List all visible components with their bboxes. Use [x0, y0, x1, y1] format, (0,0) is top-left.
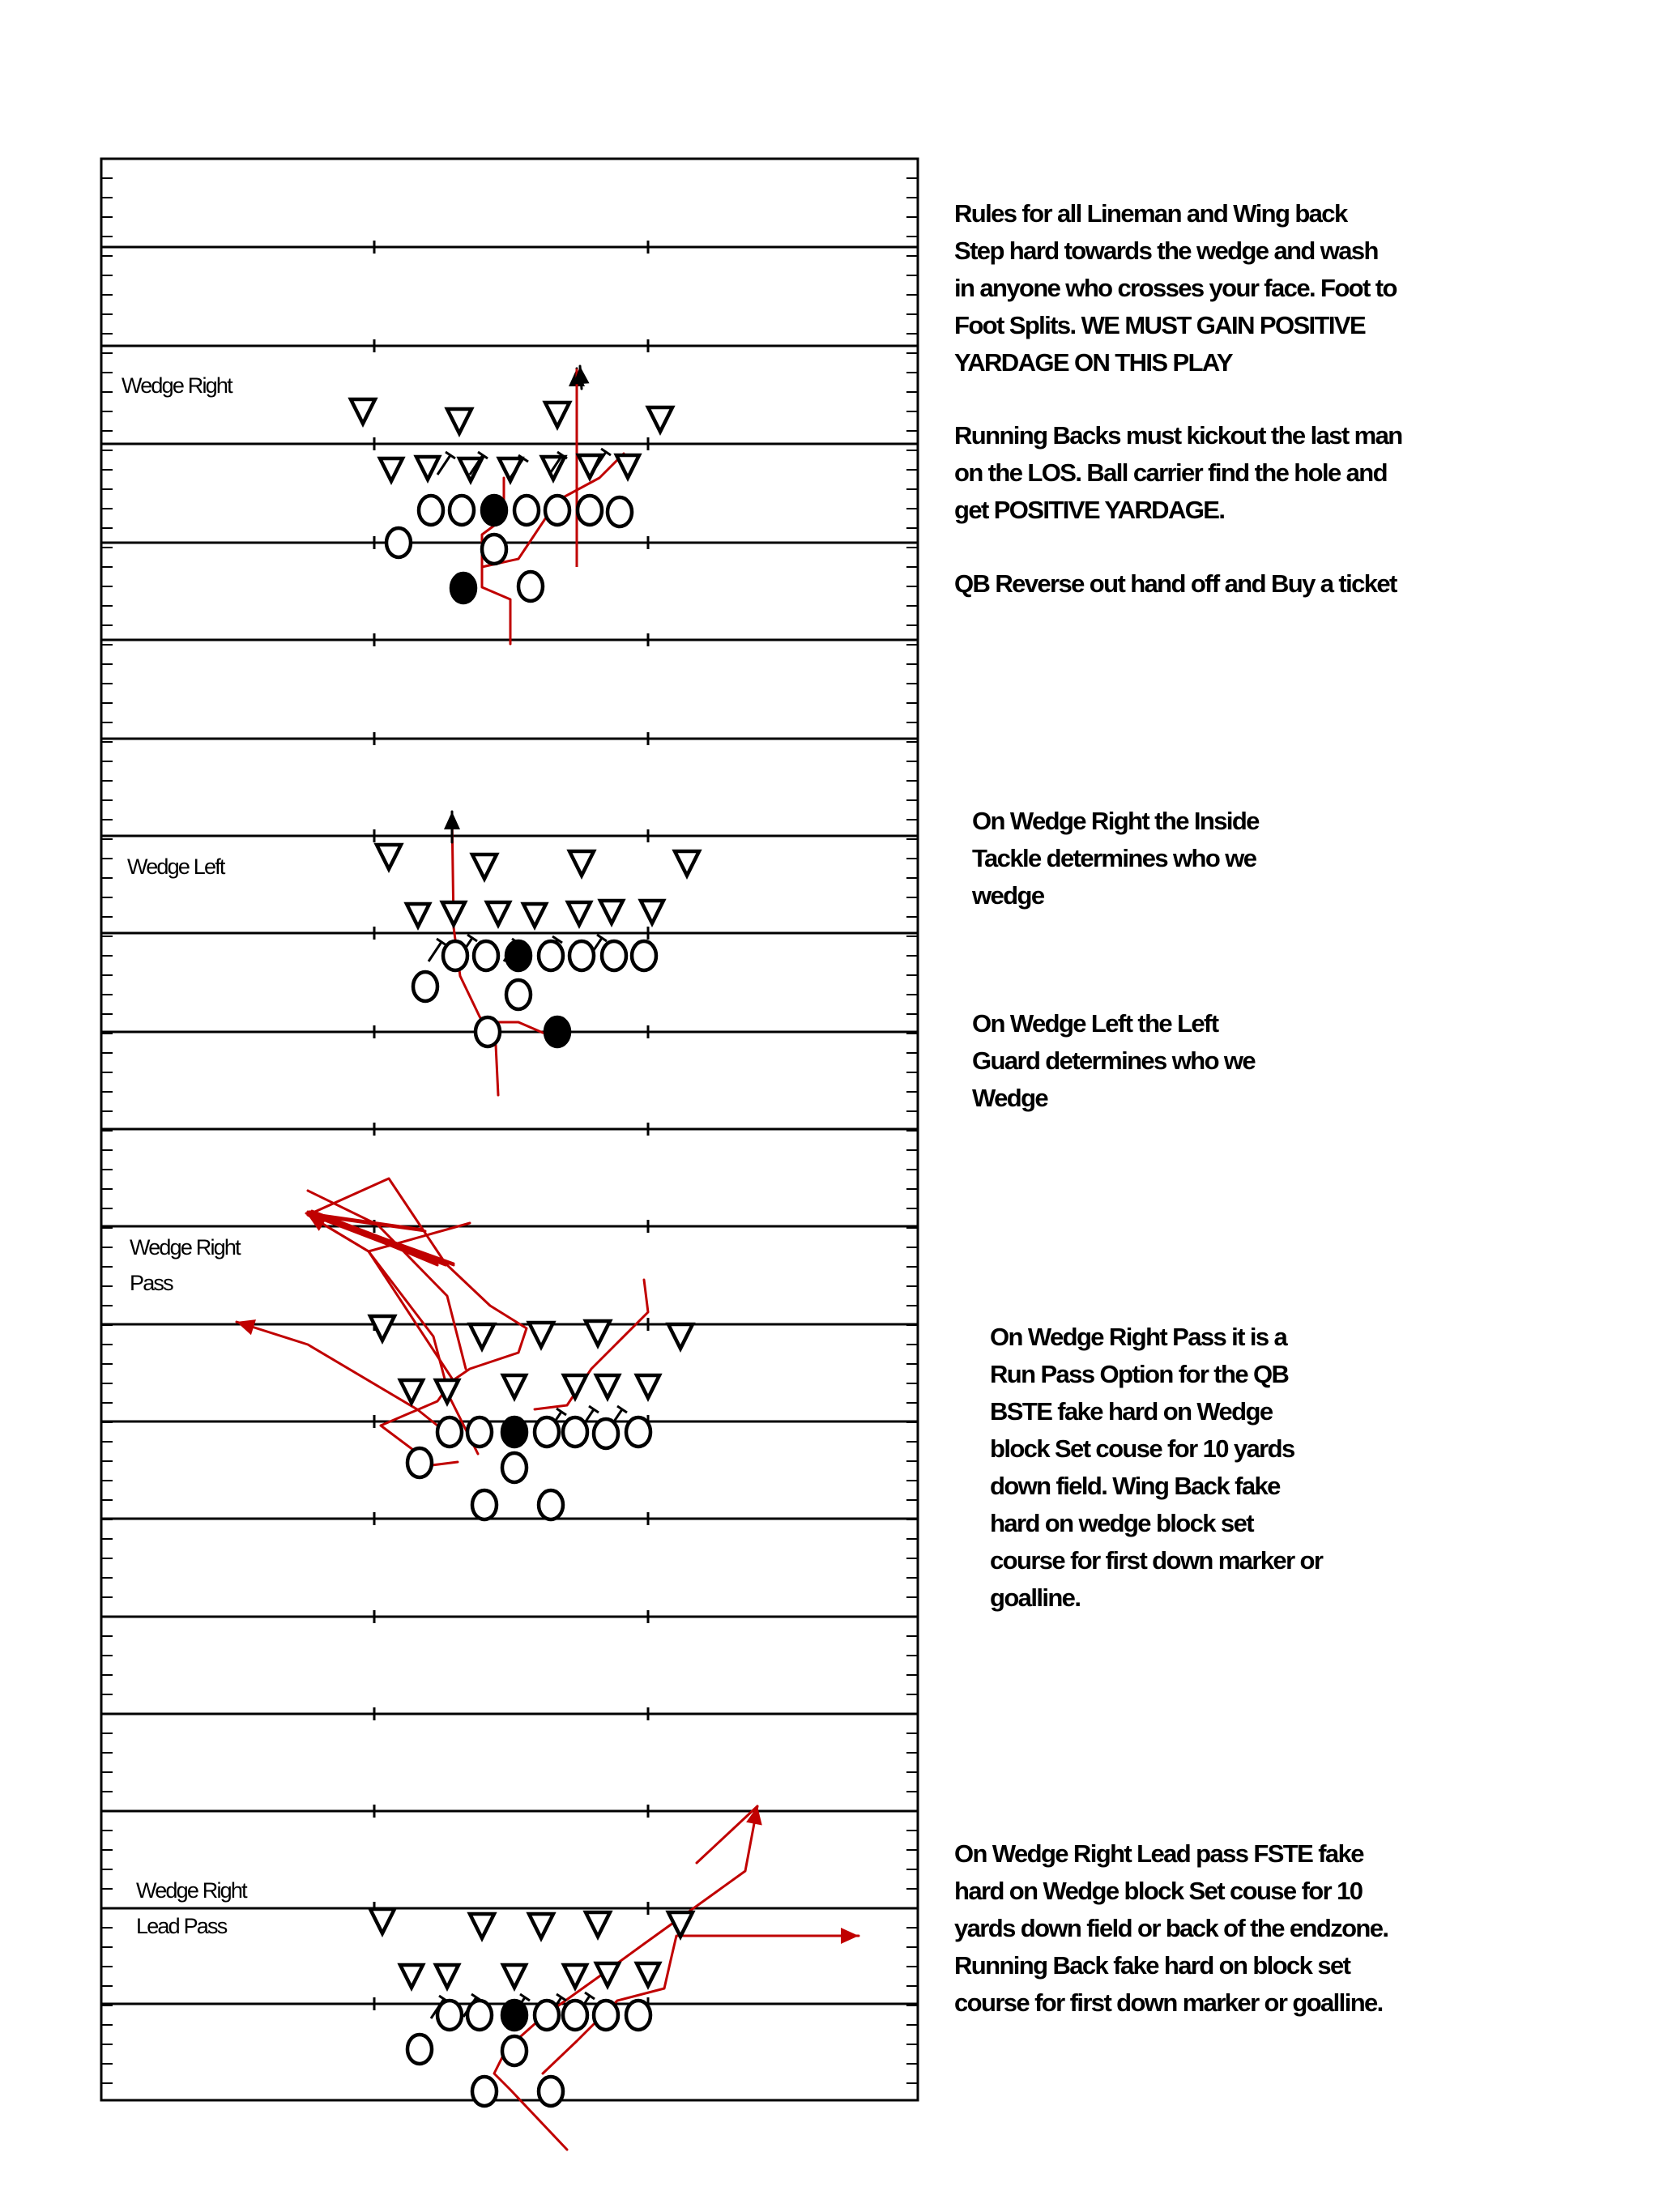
- offense-player: [626, 1417, 650, 1447]
- block-mark: [557, 1994, 566, 2001]
- defender-triangle: [470, 1914, 494, 1938]
- ball-carrier-marker: [482, 496, 506, 525]
- block-mark: [617, 1406, 627, 1413]
- offense-player: [602, 941, 626, 970]
- defender-triangle: [416, 457, 439, 479]
- defender-triangle: [586, 1321, 610, 1345]
- offense-player: [443, 941, 467, 970]
- defender-triangle: [487, 902, 510, 925]
- block-mark: [429, 942, 441, 961]
- offense-player: [472, 1490, 497, 1519]
- offense-player: [539, 1490, 563, 1519]
- offense-player: [502, 2036, 527, 2065]
- ball-carrier-marker: [545, 1017, 569, 1046]
- offense-player: [502, 1453, 527, 1482]
- note-wedge-left: On Wedge Left the Left Guard determines who we Wedge: [972, 1009, 1256, 1112]
- offense-player: [545, 496, 569, 525]
- offense-player: [535, 1417, 559, 1447]
- route-line: [535, 1280, 648, 1409]
- offense-player: [407, 2035, 432, 2064]
- defender-triangle: [470, 1324, 494, 1349]
- route-arrowhead: [841, 1928, 859, 1944]
- offense-player: [514, 496, 539, 525]
- defender-triangle: [616, 455, 639, 478]
- note-lineman-rules: Rules for all Lineman and Wing back Step hard towards the wedge and wash in anyone who crosses your face. Foot to Foot Splits. WE MUST GAIN POSITIVE YARDAGE ON THIS PLAY: [954, 199, 1397, 377]
- block-mark: [437, 939, 446, 945]
- defender-triangle: [586, 1912, 610, 1937]
- play-label-wedge-right-lead-pass: Wedge Right Lead Pass: [136, 1878, 246, 1938]
- offense-player: [437, 1417, 462, 1447]
- offense-player: [539, 2077, 563, 2106]
- offense-player: [539, 941, 563, 970]
- offense-player: [482, 535, 506, 564]
- offense-player: [474, 941, 498, 970]
- defender-triangle: [564, 1375, 586, 1398]
- offense-player: [563, 2001, 587, 2030]
- field-lines: [101, 159, 918, 2100]
- note-wedge-right: On Wedge Right the Inside Tackle determines who we wedge: [972, 807, 1259, 910]
- defender-triangle: [447, 409, 471, 433]
- route-line: [237, 1322, 446, 1432]
- offense-player: [626, 2001, 650, 2030]
- offense-player: [632, 941, 656, 970]
- play-label-wedge-right-pass: Wedge Right Pass: [130, 1235, 240, 1295]
- defender-triangle: [436, 1965, 458, 1988]
- route-line: [308, 1212, 447, 1264]
- defender-triangle: [564, 1965, 586, 1988]
- offense-player: [594, 2001, 618, 2030]
- block-mark: [585, 1993, 595, 1999]
- defender-triangle: [600, 901, 623, 923]
- defender-triangle: [637, 1963, 659, 1986]
- defender-triangle: [503, 1375, 526, 1398]
- defender-triangle: [400, 1380, 423, 1403]
- offense-player: [535, 2001, 559, 2030]
- defender-triangle: [380, 458, 403, 481]
- offense-player: [419, 496, 443, 525]
- offense-player: [407, 1448, 432, 1477]
- defender-triangle: [400, 1965, 423, 1988]
- offense-player: [450, 496, 474, 525]
- block-mark: [589, 1406, 599, 1413]
- defender-triangle: [407, 904, 429, 927]
- route-line: [494, 1806, 757, 2150]
- offense-player: [472, 2077, 497, 2106]
- note-qb: QB Reverse out hand off and Buy a ticket: [954, 569, 1397, 598]
- defender-triangle: [675, 851, 699, 876]
- defender-triangle: [545, 403, 569, 427]
- note-running-backs: Running Backs must kickout the last man on the LOS. Ball carrier find the hole and get POSITIVE YARDAGE.: [954, 421, 1402, 524]
- defender-triangle: [503, 1965, 526, 1988]
- offense-player: [518, 572, 543, 601]
- defender-triangle: [523, 904, 546, 927]
- defender-triangle: [668, 1324, 693, 1349]
- offense-player: [578, 496, 602, 525]
- block-mark: [467, 935, 477, 941]
- defender-triangle: [370, 1909, 394, 1933]
- routes-layer: [237, 366, 859, 2150]
- offense-player: [437, 2001, 462, 2030]
- defender-triangle: [529, 1914, 553, 1938]
- defender-triangle: [351, 399, 375, 424]
- defender-triangle: [637, 1375, 659, 1398]
- players-layer: [351, 399, 699, 2106]
- block-mark: [557, 1409, 566, 1415]
- defender-triangle: [529, 1323, 553, 1347]
- offense-player: [608, 497, 632, 526]
- defender-triangle: [568, 902, 591, 925]
- offense-player: [594, 1419, 618, 1448]
- play-label-wedge-left: Wedge Left: [127, 855, 224, 879]
- ball-carrier-marker: [506, 941, 531, 970]
- play-label-wedge-right: Wedge Right: [122, 373, 232, 398]
- defender-triangle: [596, 1375, 619, 1398]
- block-mark: [446, 452, 455, 458]
- offense-player: [413, 972, 437, 1001]
- defender-triangle: [442, 902, 465, 925]
- ball-carrier-marker: [502, 2001, 527, 2030]
- offense-player: [476, 1017, 500, 1046]
- defender-triangle: [377, 845, 401, 869]
- ball-carrier-marker: [451, 573, 476, 603]
- offense-player: [467, 1417, 492, 1447]
- offense-player: [506, 980, 531, 1009]
- note-lead-pass: On Wedge Right Lead pass FSTE fake hard on Wedge block Set couse for 10 yards down field or back of the endzone. Running Back fake hard on block set course for first down marker or goalline.: [954, 1839, 1388, 2017]
- offense-player: [569, 941, 594, 970]
- block-mark: [520, 1994, 530, 2001]
- defender-triangle: [472, 855, 497, 879]
- route-arrowhead: [237, 1319, 256, 1335]
- ball-carrier-marker: [502, 1417, 527, 1447]
- defender-triangle: [648, 407, 672, 432]
- defender-triangle: [569, 851, 594, 876]
- defender-triangle: [641, 901, 663, 923]
- offense-player: [386, 528, 411, 557]
- route-arrowhead: [444, 812, 460, 829]
- block-mark: [597, 935, 607, 941]
- note-wedge-right-pass: On Wedge Right Pass it is a Run Pass Option for the QB BSTE fake hard on Wedge block Set couse for 10 yards down field. Wing Back fake hard on wedge block set course for first down marker or goalline.: [990, 1323, 1323, 1612]
- offense-player: [467, 2001, 492, 2030]
- offense-player: [563, 1417, 587, 1447]
